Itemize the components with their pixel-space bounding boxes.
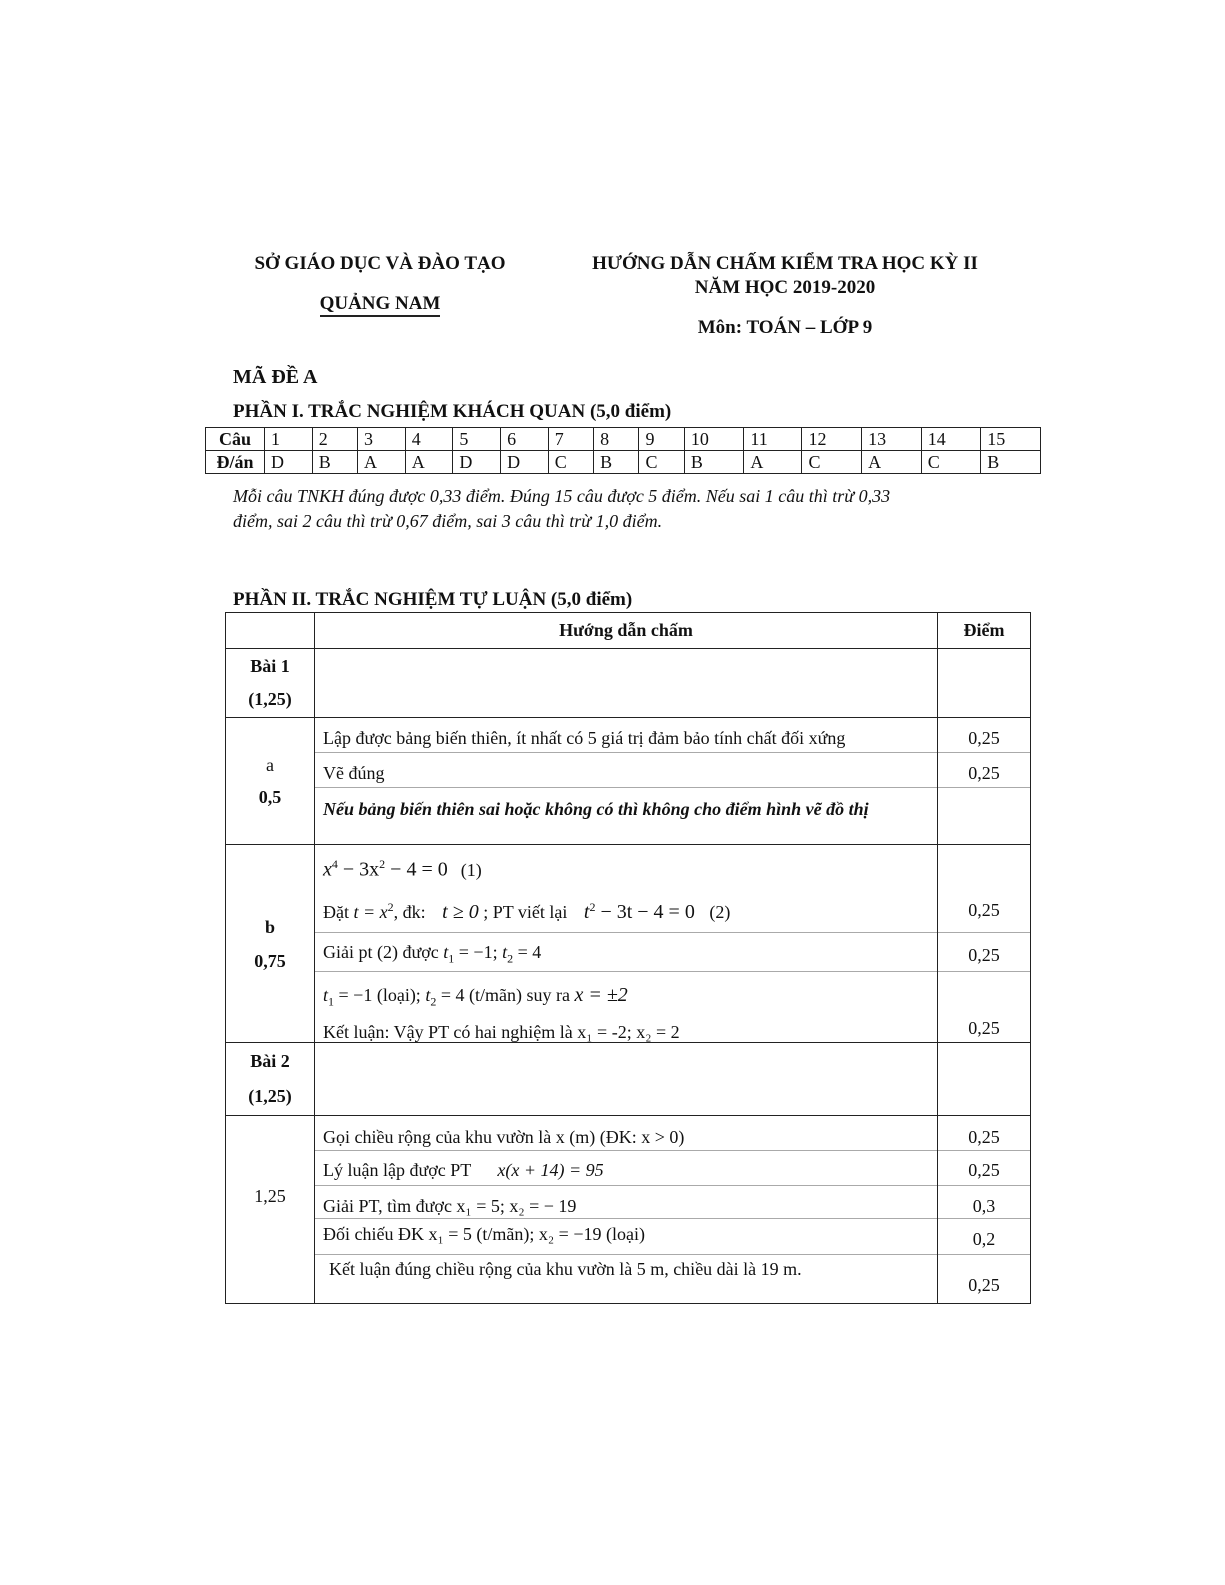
bai2-line2 [315,1151,937,1186]
question-cell: 8 [594,428,639,451]
part-a-label-cell [226,718,315,845]
bai2-line1-score: 0,25 [938,1116,1030,1151]
part-b-label: b [264,916,275,937]
answer-cell: D [265,451,313,474]
subst-rewrite: ; PT viết lại [478,901,572,922]
solve-t1: t [443,942,449,962]
question-cell: 3 [358,428,406,451]
bai2-line3: Giải PT, tìm được x₁ = 5; x₂ = − 19 [315,1186,937,1219]
header-right-line3: Môn: TOÁN – LỚP 9 [697,317,873,338]
check-t1: t [323,985,329,1005]
eq1-x: x [323,858,332,881]
part2-title: PHẦN II. TRẮC NGHIỆM TỰ LUẬN (5,0 điểm) [233,589,633,610]
part-b-setup-block [315,845,937,933]
bai1-points: (1,25) [248,689,292,709]
bai2-label: Bài 2 [250,1051,290,1071]
part-b-label-cell [226,845,315,1043]
solve-sub2: 2 [507,951,514,966]
answer-cell: B [684,451,744,474]
part-a-line1-score: 0,25 [938,718,1030,753]
bai2-score-cell [938,1116,1031,1304]
question-cell: 11 [744,428,802,451]
bai2-label-cell [226,1043,315,1116]
eq1-num: (1) [460,859,482,880]
grading-table [225,612,1031,1304]
bai2-line2-eq: x(x + 14) = 95 [497,1160,604,1180]
answer-cell: A [744,451,802,474]
solve-pre: Giải pt (2) được [323,942,444,962]
subst-cond: t ≥ 0 [442,900,479,923]
check-t2v: = 4 [436,985,465,1005]
part1-note-line1: Mỗi câu TNKH đúng được 0,33 điểm. Đúng 15 câu được 5 điểm. Nếu sai 1 câu thì trừ 0,33 [233,486,891,506]
bai1-empty-cell [315,649,938,718]
answer-cell: D [453,451,501,474]
answer-cell: A [862,451,922,474]
question-row-label: Câu [206,428,265,451]
part-b-score-cell [938,845,1031,1043]
solve-t2v: = 4 [513,942,542,962]
question-cell: 14 [921,428,981,451]
eq1-sup4: 4 [331,857,338,871]
bai2-line4-score: 0,2 [938,1219,1030,1255]
bai2-detail-row [226,1116,1031,1304]
part-a-line3-score [938,788,1030,844]
bai2-line5: Kết luận đúng chiều rộng của khu vườn là 5 m, chiều dài là 19 m. [329,1259,802,1279]
check-t1v: = −1 [334,985,373,1005]
answer-table [205,427,1041,474]
answer-cell: A [358,451,406,474]
grading-header-row [226,613,1031,649]
eq1-mid: − 3x [337,858,380,881]
bai2-guide-cell [315,1116,938,1304]
subst-sup2: 2 [387,899,394,914]
eq1-rhs: − 4 = 0 [385,858,448,881]
answer-cell: C [802,451,862,474]
subst-num: (2) [709,901,731,922]
check-sub2: 2 [430,994,437,1009]
check-sub1: 1 [328,994,335,1009]
bai1-label-cell [226,649,315,718]
answer-row-label: Đ/án [206,451,265,474]
eq1-sup2: 2 [379,857,386,871]
answer-cell: B [312,451,357,474]
part-b-conclusion: Kết luận: Vậy PT có hai nghiệm là x₁ = -2; x₂ = 2 [323,1021,680,1042]
part1-note [233,484,1023,534]
part-b-substitution [323,882,929,924]
bai2-line4: Đối chiếu ĐK x₁ = 5 (t/mãn); x₂ = −19 (loại) [315,1219,937,1255]
question-cell: 13 [862,428,922,451]
part-a-line2: Vẽ đúng [315,753,937,788]
part-b-solve-line [315,933,937,972]
subst-t: t = x [353,901,388,922]
part-b-check-block [315,972,937,1042]
question-cell: 6 [501,428,549,451]
bai2-sub-points-cell [226,1116,315,1304]
subst-pre: Đặt [323,901,354,922]
part-a-points: 0,5 [258,787,282,807]
bai2-line2-pre: Lý luận lập được PT [323,1160,476,1180]
question-cell: 12 [802,428,862,451]
part-a-score-cell [938,718,1031,845]
question-cell: 7 [548,428,593,451]
answer-cell: C [548,451,593,474]
bai2-line3-score: 0,3 [938,1186,1030,1219]
part-b-conclude-score: 0,25 [968,1018,1000,1038]
bai2-row [226,1043,1031,1116]
subst-eq-sup2: 2 [589,899,596,914]
solve-t2: t [502,942,508,962]
part-b-solve-score: 0,25 [938,933,1030,972]
check-x: x = ±2 [574,984,628,1006]
bai2-empty-score [938,1043,1031,1116]
question-cell: 5 [453,428,501,451]
header-right-line2: NĂM HỌC 2019-2020 [694,277,876,298]
part-a-line2-score: 0,25 [938,753,1030,788]
bai2-empty-cell [315,1043,938,1116]
question-cell: 15 [981,428,1041,451]
bai1-row [226,649,1031,718]
bai2-line2-score: 0,25 [938,1151,1030,1186]
solve-sub1: 1 [448,951,455,966]
subst-dk: , đk: [393,901,431,922]
answer-cell: C [639,451,684,474]
part-b-guide-cell [315,845,938,1043]
answer-cell: C [921,451,981,474]
header-left-line2-text: QUẢNG NAM [320,293,441,317]
header-empty-cell [226,613,315,649]
question-cell: 9 [639,428,684,451]
header-guide-cell [315,613,938,649]
header-score-cell [938,613,1031,649]
part-a-line3: Nếu bảng biến thiên sai hoặc không có thì không cho điểm hình vẽ đồ thị [323,799,869,819]
answer-cell: A [405,451,453,474]
answer-table-answer-row [206,451,1041,474]
answer-cell: D [501,451,549,474]
exam-code: MÃ ĐỀ A [233,366,318,388]
header-left-line2 [230,293,530,315]
part1-note-line2: điểm, sai 2 câu thì trừ 0,67 điểm, sai 3 câu thì trừ 1,0 điểm. [233,511,663,531]
bai1-empty-score [938,649,1031,718]
part-b-equation [323,845,929,882]
header-right-line1: HƯỚNG DẪN CHẤM KIỂM TRA HỌC KỲ II [592,253,978,274]
header-score-label: Điểm [963,620,1005,640]
part1-title: PHẦN I. TRẮC NGHIỆM KHÁCH QUAN (5,0 điểm) [233,401,672,422]
subst-eq-t: t [583,900,590,923]
answer-table-question-row [206,428,1041,451]
header-guide-label: Hướng dẫn chấm [559,620,693,640]
check-loai: (loại); [372,985,426,1005]
answer-cell: B [594,451,639,474]
question-cell: 2 [312,428,357,451]
part-b-setup-score: 0,25 [938,845,1030,933]
subst-eq-rest: − 3t − 4 = 0 [595,900,695,923]
question-cell: 10 [684,428,744,451]
part-a-line1: Lập được bảng biến thiên, ít nhất có 5 giá trị đảm bảo tính chất đối xứng [315,718,937,753]
bai1-label: Bài 1 [250,656,290,676]
bai2-sub-points: 1,25 [254,1185,286,1206]
question-cell: 4 [405,428,453,451]
bai2-points: (1,25) [248,1086,292,1106]
header-left-line1: SỞ GIÁO DỤC VÀ ĐÀO TẠO [254,253,506,274]
answer-cell: B [981,451,1041,474]
part-a-label: a [266,755,274,775]
bai2-line1: Gọi chiều rộng của khu vườn là x (m) (ĐK: x > 0) [315,1116,937,1151]
part-a-row [226,718,1031,845]
bai2-line5-score: 0,25 [968,1275,1000,1295]
solve-t1v: = −1; [454,942,503,962]
question-cell: 1 [265,428,313,451]
part-b-points: 0,75 [254,950,286,971]
part-a-guide-cell [315,718,938,845]
check-t2: t [425,985,431,1005]
check-tman: (t/mãn) suy ra [464,985,575,1005]
part-b-check-line [323,972,929,1010]
part-b-row [226,845,1031,1043]
